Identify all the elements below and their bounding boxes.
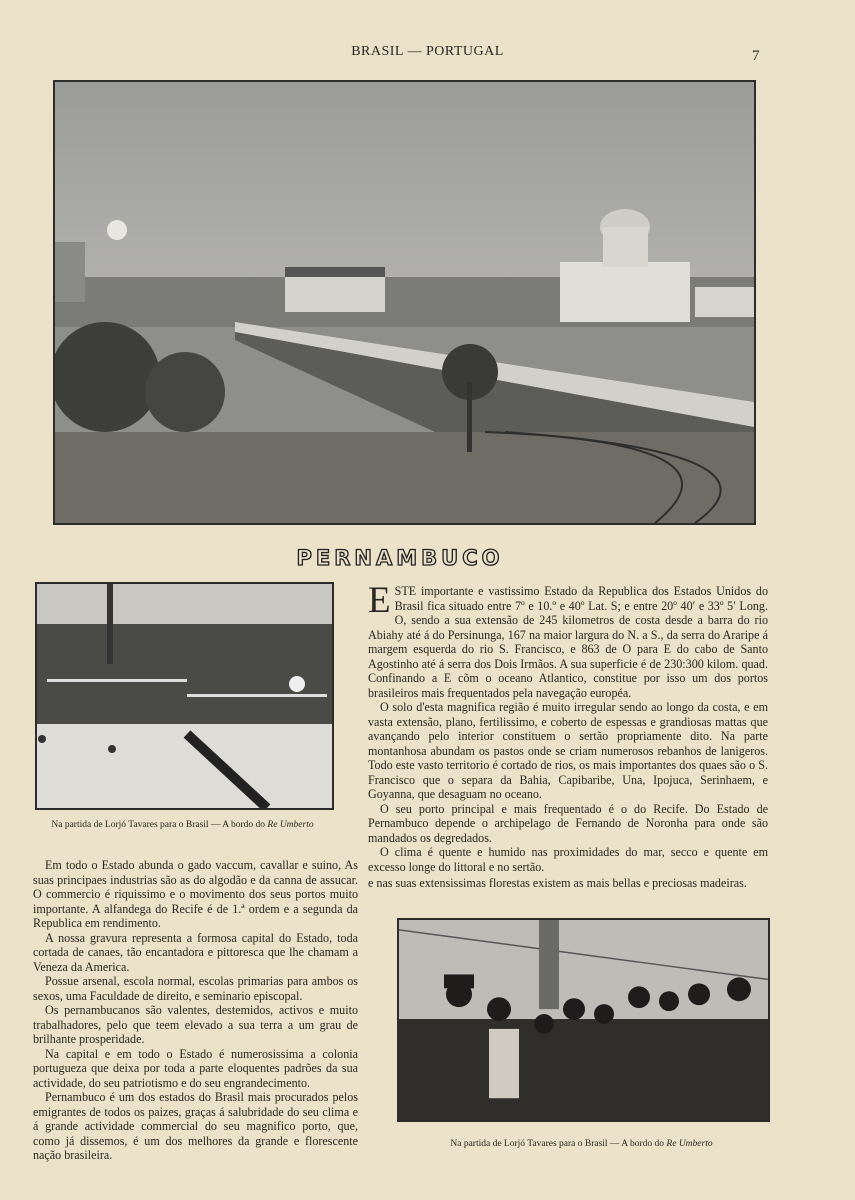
paragraph-4: O clima é quente e humido nas proximidades do mar, secco e quente em excesso longe do littoral e no sertão. — [368, 845, 768, 874]
photo-recife-bridge — [53, 80, 756, 525]
paragraph: Os pernambucanos são valentes, destemidos, activos e muito trabalhadores, pelo que teem elevado a sua terra a um grau de brilhante prosperidade. — [33, 1003, 358, 1046]
paragraph-2: O solo d'esta magnifica região é muito irregular sendo ao longo da costa, e em vasta extensão, plano, fertilissimo, e coberto de espessas e grandiosas mattas que avançando pelo interior constituem o sertão propriamente dito. Na parte montanhosa abundam os pastos onde se criam numerosos rebanhos de lanigeros. Todo este vasto territorio é cortado de rios, os mais importantes dos quaes são o S. Francisco que o separa da Bahia, Capibaribe, Una, Ipojuca, Serinhaem, e Goyanna, que desaguam no oceano. — [368, 700, 768, 801]
paragraph-3: O seu porto principal e mais frequentado é o do Recife. Do Estado de Pernambuco depende o archipelago de Fernando de Noronha para onde são mandados os degredados. — [368, 801, 768, 845]
drop-cap: E — [368, 580, 391, 621]
continuation-line: e nas suas extensissimas florestas existem as mais bellas e preciosas madeiras. — [368, 876, 747, 890]
photo-group-on-deck — [397, 918, 770, 1122]
caption-group-photo — [397, 1139, 766, 1149]
opening-word: STE — [394, 584, 417, 598]
left-column-text — [33, 858, 358, 1163]
paragraph: Na capital e em todo o Estado é numerosissima a colonia portugueza que deixa por toda a parte eloquentes padrões da sua actividade, do seu patriotismo e do seu engrandecimento. — [33, 1046, 358, 1090]
caption-text: Na partida de Lorjó Tavares para o Brasil — A bordo do — [51, 820, 268, 830]
paragraph: Em todo o Estado abunda o gado vaccum, cavallar e suino, As suas principaes industrias são as do algodão e da canna de assucar. O commercio é riquissimo e o movimento dos seus portos muito importante. A alfandega do Recife é de 1.ª ordem e a segunda da Republica em rendimento. — [33, 858, 358, 930]
paragraph-1-text: importante e vastissimo Estado da Republica dos Estados Unidos do Brasil fica situado entre 7º e 10.º e 40º Lat. S; e entre 20º 40′ e 33º 5′ Long. O, sendo a sua extensão de 245 kilometros de costa desde a barra do rio Abiahy até á do Persinunga, 167 na maior largura do N. a S., da serra do Araripe á margem esquerda do rio S. Francisco, e 863 de O para E do cabo de Santo Agostinho até á serra dos Dois Irmãos. A sua superficie é de 230:300 kilom. quad. Confinando a E cõm o oceano Atlantico, constitue por isso um dos portos brasileiros mais frequentados pela navegação européa. — [368, 584, 768, 700]
caption-ship-name: Re Umberto — [666, 1139, 713, 1149]
paragraph-1 — [368, 580, 768, 700]
paragraph: Possue arsenal, escola normal, escolas primarias para ambos os sexos, uma Faculdade de direito, e seminario episcopal. — [33, 974, 358, 1003]
paragraph: Pernambuco é um dos estados do Brasil mais procurados pelos emigrantes de todos os paizes, graças á salubridade do seu clima e á grande actividade commercial do seu magnifico porto, que, como já dissemos, é um dos melhores da grande e florescente nação brasileira. — [33, 1090, 358, 1162]
caption-ship-name: Re Umberto — [267, 820, 314, 830]
caption-text: Na partida de Lorjó Tavares para o Brasil — A bordo do — [450, 1139, 667, 1149]
running-title: BRASIL — PORTUGAL — [351, 44, 504, 59]
photo-ship-deck — [35, 582, 334, 810]
caption-ship-photo — [35, 820, 330, 830]
right-column-text — [368, 580, 768, 891]
page-number: 7 — [752, 48, 760, 64]
paragraph: A nossa gravura representa a formosa capital do Estado, toda cortada de canaes, tão encantadora e pittoresca que lhe chamam a Veneza da America. — [33, 930, 358, 974]
article-title: PERNAMBUCO — [296, 546, 504, 570]
